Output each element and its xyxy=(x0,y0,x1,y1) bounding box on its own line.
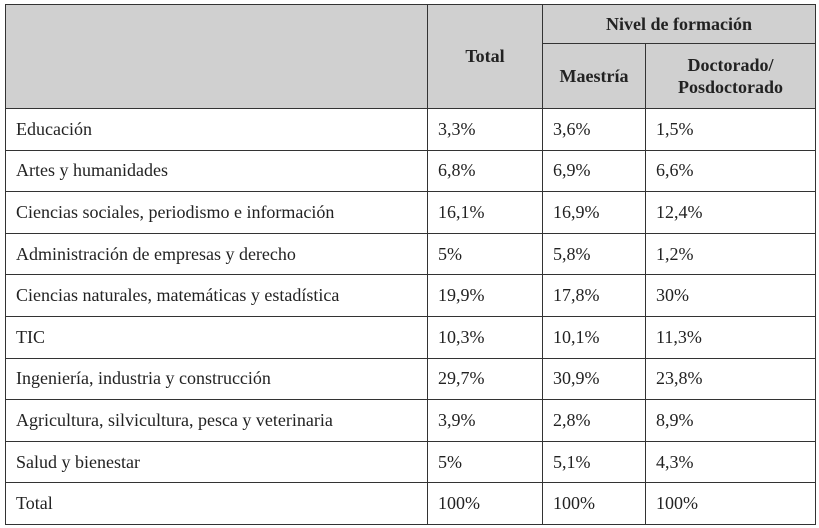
cell-maestria: 2,8% xyxy=(543,400,646,442)
table-row xyxy=(6,192,816,234)
cell-total: 5% xyxy=(428,441,543,483)
table-row xyxy=(6,233,816,275)
cell-maestria: 100% xyxy=(543,483,646,525)
cell-total: 3,3% xyxy=(428,109,543,151)
row-label: TIC xyxy=(6,316,428,358)
header-total: Total xyxy=(428,5,543,109)
table-row xyxy=(6,275,816,317)
cell-doctorado: 1,5% xyxy=(646,109,816,151)
header-doctorado-line2: Posdoctorado xyxy=(678,77,783,97)
table-row xyxy=(6,441,816,483)
cell-total: 5% xyxy=(428,233,543,275)
cell-total: 29,7% xyxy=(428,358,543,400)
row-label: Salud y bienestar xyxy=(6,441,428,483)
row-label: Ingeniería, industria y construcción xyxy=(6,358,428,400)
table-row-total xyxy=(6,483,816,525)
row-label: Administración de empresas y derecho xyxy=(6,233,428,275)
cell-doctorado: 6,6% xyxy=(646,150,816,192)
table-row xyxy=(6,150,816,192)
table-row xyxy=(6,109,816,151)
row-label: Educación xyxy=(6,109,428,151)
header-doctorado-line1: Doctorado/ xyxy=(687,55,774,75)
cell-maestria: 30,9% xyxy=(543,358,646,400)
header-maestria: Maestría xyxy=(543,44,646,109)
cell-total: 3,9% xyxy=(428,400,543,442)
cell-total: 16,1% xyxy=(428,192,543,234)
row-label: Artes y humanidades xyxy=(6,150,428,192)
cell-total: 6,8% xyxy=(428,150,543,192)
header-blank-cell xyxy=(6,5,428,109)
row-label: Agricultura, silvicultura, pesca y veterinaria xyxy=(6,400,428,442)
cell-maestria: 16,9% xyxy=(543,192,646,234)
cell-doctorado: 11,3% xyxy=(646,316,816,358)
cell-maestria: 3,6% xyxy=(543,109,646,151)
row-label: Total xyxy=(6,483,428,525)
cell-maestria: 6,9% xyxy=(543,150,646,192)
row-label: Ciencias sociales, periodismo e información xyxy=(6,192,428,234)
cell-total: 100% xyxy=(428,483,543,525)
header-doctorado xyxy=(646,44,816,109)
header-nivel-formacion: Nivel de formación xyxy=(543,5,816,44)
cell-doctorado: 8,9% xyxy=(646,400,816,442)
table-row xyxy=(6,358,816,400)
cell-doctorado: 1,2% xyxy=(646,233,816,275)
row-label: Ciencias naturales, matemáticas y estadística xyxy=(6,275,428,317)
table-row xyxy=(6,400,816,442)
data-table xyxy=(5,4,816,525)
cell-maestria: 5,1% xyxy=(543,441,646,483)
cell-doctorado: 12,4% xyxy=(646,192,816,234)
cell-doctorado: 100% xyxy=(646,483,816,525)
cell-maestria: 5,8% xyxy=(543,233,646,275)
cell-doctorado: 4,3% xyxy=(646,441,816,483)
cell-total: 19,9% xyxy=(428,275,543,317)
cell-maestria: 10,1% xyxy=(543,316,646,358)
cell-maestria: 17,8% xyxy=(543,275,646,317)
cell-doctorado: 30% xyxy=(646,275,816,317)
table-row xyxy=(6,316,816,358)
cell-doctorado: 23,8% xyxy=(646,358,816,400)
cell-total: 10,3% xyxy=(428,316,543,358)
